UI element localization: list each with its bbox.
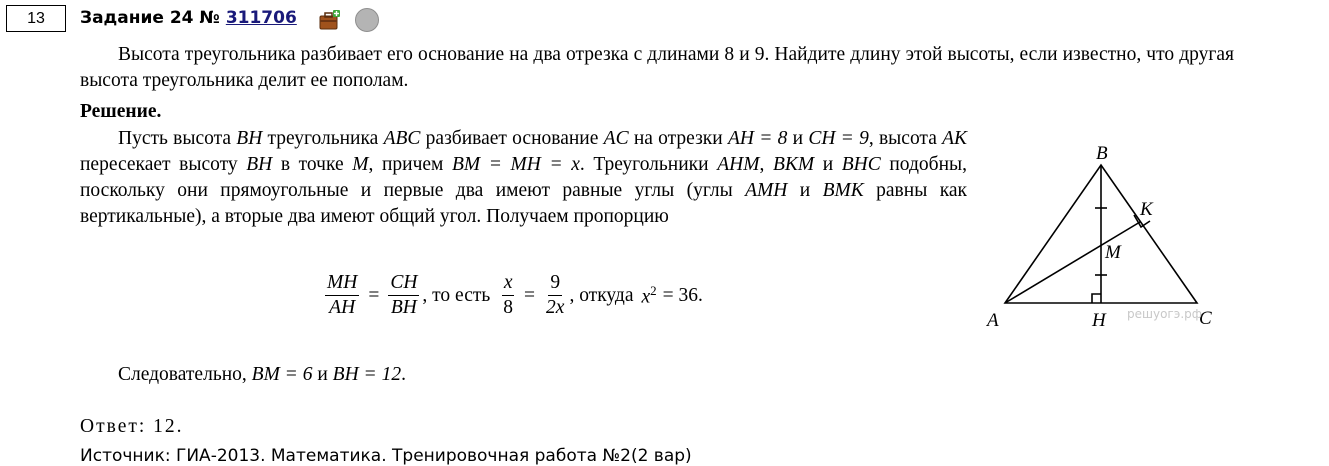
task-title-prefix: Задание 24 № [80, 8, 220, 28]
sol-text: , [759, 154, 773, 175]
math-ak: AK [942, 128, 968, 149]
gray-circle-icon[interactable] [355, 8, 379, 32]
math-ahm: AHM [717, 154, 760, 175]
fraction-x-8: $\frac{x}{8}$ [503, 272, 514, 318]
math-abc: ABC [383, 128, 421, 149]
answer-text: Ответ: 12. [80, 416, 184, 437]
problem-text: Высота треугольника разбивает его основание на два отрезка с длинами 8 и 9. Найдите длину этой высоты, если известно, что другая высота треугольника делит ее пополам. [80, 44, 1234, 91]
math-amh: AMH [745, 180, 788, 201]
right-angle-h [1092, 294, 1101, 303]
sol-text: равны как вертикальные), а вторые два имеют общий угол. Получаем пропорцию [80, 180, 968, 227]
math-m: M [352, 154, 369, 175]
sol-text: на отрезки [628, 128, 728, 149]
formula-result: = 36. [662, 284, 703, 306]
sol-text: треугольника [262, 128, 384, 149]
sol-text: . Треугольники [579, 154, 718, 175]
label-m: M [1105, 242, 1121, 263]
conclusion-text: Следовательно, BM = 6 и BH = 12. [118, 364, 406, 385]
sol-text: подобны, поскольку они прямоугольные и первые два имеют равные углы (углы [80, 154, 967, 201]
equals-sign: = [368, 284, 380, 306]
sol-text: разбивает основание [420, 128, 604, 149]
math-bh: BH [236, 128, 263, 149]
watermark: решуогэ.рф [1127, 307, 1203, 321]
sol-text: и [814, 154, 842, 175]
label-c: C [1199, 308, 1212, 329]
equals-sign: = [524, 284, 536, 306]
solution-heading: Решение. [80, 101, 162, 122]
math-bh-12: BH = 12 [332, 364, 402, 385]
sol-text: в точке [272, 154, 353, 175]
math-bkm: BKM [772, 154, 815, 175]
source-text: Источник: ГИА-2013. Математика. Тренировочная работа №2(2 вар) [80, 446, 692, 466]
formula-text-mid: , то есть [422, 284, 491, 306]
sol-text: и [787, 128, 809, 149]
label-k: K [1140, 199, 1153, 220]
fraction-9-2x: $\frac{9}{2x}$ [546, 272, 565, 318]
formula-text-after: , откуда [569, 284, 634, 306]
label-a: A [987, 310, 999, 331]
math-bmk: BMK [822, 180, 864, 201]
sol-text: , высота [868, 128, 943, 149]
label-b: B [1096, 143, 1108, 164]
solution-text [80, 126, 967, 230]
briefcase-plus-icon[interactable] [319, 9, 341, 31]
task-id-link[interactable]: 311706 [225, 8, 297, 28]
math-bh-2: BH [246, 154, 273, 175]
math-bm-mh: BM = MH = x [451, 154, 580, 175]
math-ah: AH = 8 [727, 128, 788, 149]
math-ch: CH = 9 [808, 128, 869, 149]
math-bm-6: BM = 6 [251, 364, 313, 385]
triangle-figure [975, 140, 1225, 340]
fraction-mh-ah: $\frac{MH}{AH}$ [327, 272, 358, 318]
sol-text: и [787, 180, 823, 201]
label-h: H [1092, 310, 1106, 331]
task-number-box: 13 [6, 5, 66, 32]
math-bhc: BHC [841, 154, 881, 175]
proportion-formula [322, 272, 703, 319]
math-ac: AC [603, 128, 629, 149]
fraction-ch-bh: $\frac{CH}{BH}$ [390, 272, 418, 318]
sol-text: , причем [368, 154, 452, 175]
sol-text: пересекает высоту [80, 154, 247, 175]
power-x2: $x^2$ [641, 282, 657, 308]
sol-text: Пусть высота [118, 128, 237, 149]
task-title [80, 8, 297, 28]
